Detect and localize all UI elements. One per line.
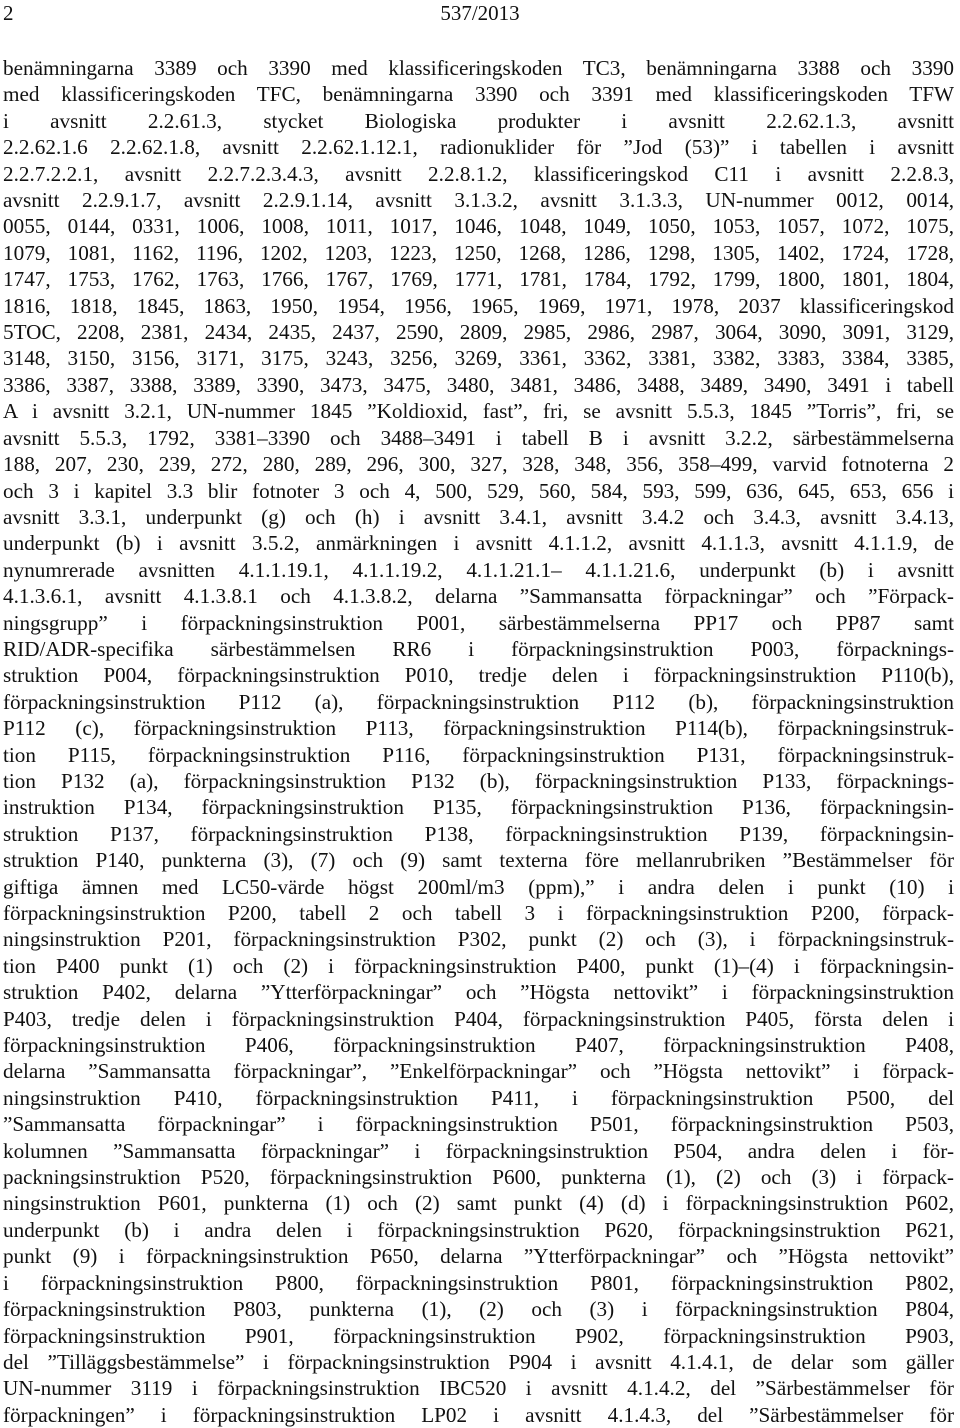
text-line: 0055, 0144, 0331, 1006, 1008, 1011, 1017, 1046, 1048, 1049, 1050, 1053, 1057, 1072, 1075, <box>3 214 954 239</box>
text-line: ningsinstruktion P201, förpackningsinstruktion P302, punkt (2) och (3), i förpackningsinstruk- <box>3 927 954 952</box>
text-line: 188, 207, 230, 239, 272, 280, 289, 296, 300, 327, 328, 348, 356, 358–499, varvid fotnoterna 2 <box>3 452 954 477</box>
text-line: instruktion P134, förpackningsinstruktion P135, förpackningsinstruktion P136, förpackningsin- <box>3 795 954 820</box>
text-line: ningsinstruktion P410, förpackningsinstruktion P411, i förpackningsinstruktion P500, del <box>3 1085 954 1110</box>
text-line: med klassificeringskoden TFC, benämningarna 3390 och 3391 med klassificeringskoden TFW <box>3 82 954 107</box>
text-line: förpackningen” i förpackningsinstruktion LP02 i avsnitt 4.1.4.3, del ”Särbestämmelser för <box>3 1402 954 1427</box>
text-line: i avsnitt 2.2.61.3, stycket Biologiska produkter i avsnitt 2.2.62.1.3, avsnitt <box>3 108 954 133</box>
text-line: 3386, 3387, 3388, 3389, 3390, 3473, 3475, 3480, 3481, 3486, 3488, 3489, 3490, 3491 i tabell <box>3 372 954 397</box>
text-line: förpackningsinstruktion P803, punkterna (1), (2) och (3) i förpackningsinstruktion P804, <box>3 1297 954 1322</box>
text-line: giftiga ämnen med LC50-värde högst 200ml/m3 (ppm),” i andra delen i punkt (10) i <box>3 874 954 899</box>
text-line: förpackningsinstruktion P112 (a), förpackningsinstruktion P112 (b), förpackningsinstruktion <box>3 689 954 714</box>
text-line: 2.2.7.2.2.1, avsnitt 2.2.7.2.3.4.3, avsnitt 2.2.8.1.2, klassificeringskod C11 i avsnitt 2.2.8.3, <box>3 161 954 186</box>
text-line: punkt (9) i förpackningsinstruktion P650, delarna ”Ytterförpackningar” och ”Högsta nettovikt” <box>3 1244 954 1269</box>
text-line: struktion P140, punkterna (3), (7) och (9) samt texterna före mellanrubriken ”Bestämmelser för <box>3 848 954 873</box>
page-header <box>0 0 960 34</box>
text-line: ningsgrupp” i förpackningsinstruktion P001, särbestämmelserna PP17 och PP87 samt <box>3 610 954 635</box>
text-line: kolumnen ”Sammansatta förpackningar” i förpackningsinstruktion P504, andra delen i för- <box>3 1138 954 1163</box>
text-line: benämningarna 3389 och 3390 med klassificeringskoden TC3, benämningarna 3388 och 3390 <box>3 56 954 80</box>
text-line: avsnitt 5.5.3, 1792, 3381–3390 och 3488–3491 i tabell B i avsnitt 3.2.2, särbestämmelserna <box>3 425 954 450</box>
text-line: 2.2.62.1.6 2.2.62.1.8, avsnitt 2.2.62.1.12.1, radionuklider för ”Jod (53)” i tabellen i avsnitt <box>3 135 954 160</box>
text-line: del ”Tilläggsbestämmelse” i förpackningsinstruktion P904 i avsnitt 4.1.4.1, de delar som gäller <box>3 1349 954 1374</box>
text-line: 3148, 3150, 3156, 3171, 3175, 3243, 3256, 3269, 3361, 3362, 3381, 3382, 3383, 3384, 3385, <box>3 346 954 371</box>
text-line: struktion P004, förpackningsinstruktion P010, tredje delen i förpackningsinstruktion P110(b), <box>3 663 954 688</box>
text-line: P403, tredje delen i förpackningsinstruktion P404, förpackningsinstruktion P405, första delen i <box>3 1006 954 1031</box>
text-line: P112 (c), förpackningsinstruktion P113, förpackningsinstruktion P114(b), förpackningsinstruk- <box>3 716 954 741</box>
text-line: struktion P137, förpackningsinstruktion P138, förpackningsinstruktion P139, förpackningsin- <box>3 821 954 846</box>
text-line: och 3 i kapitel 3.3 blir fotnoter 3 och 4, 500, 529, 560, 584, 593, 599, 636, 645, 653, 656 i <box>3 478 954 503</box>
text-line: A i avsnitt 3.2.1, UN-nummer 1845 ”Koldioxid, fast”, fri, se avsnitt 5.5.3, 1845 ”Torris”, fri, se <box>3 399 954 424</box>
text-line: ”Sammansatta förpackningar” i förpackningsinstruktion P501, förpackningsinstruktion P503, <box>3 1112 954 1137</box>
text-line: underpunkt (b) i avsnitt 3.5.2, anmärkningen i avsnitt 4.1.1.2, avsnitt 4.1.1.3, avsnitt 4.1.1.9, de <box>3 531 954 556</box>
document-reference: 537/2013 <box>440 1 520 25</box>
text-line: förpackningsinstruktion P200, tabell 2 och tabell 3 i förpackningsinstruktion P200, förpack- <box>3 901 954 925</box>
text-line: ningsinstruktion P601, punkterna (1) och (2) samt punkt (4) (d) i förpackningsinstruktion P602, <box>3 1191 954 1216</box>
text-line: tion P115, förpackningsinstruktion P116, förpackningsinstruktion P131, förpackningsinstruk- <box>3 742 954 767</box>
text-line: underpunkt (b) i andra delen i förpackningsinstruktion P620, förpackningsinstruktion P621, <box>3 1217 954 1242</box>
text-line: packningsinstruktion P520, förpackningsinstruktion P600, punkterna (1), (2) och (3) i förpack- <box>3 1165 954 1190</box>
body-paragraph <box>3 55 954 1428</box>
text-line: struktion P402, delarna ”Ytterförpackningar” och ”Högsta nettovikt” i förpackningsinstruktion <box>3 980 954 1005</box>
text-line: förpackningsinstruktion P901, förpackningsinstruktion P902, förpackningsinstruktion P903, <box>3 1323 954 1348</box>
text-line: 1747, 1753, 1762, 1763, 1766, 1767, 1769, 1771, 1781, 1784, 1792, 1799, 1800, 1801, 1804, <box>3 267 954 292</box>
text-line: tion P132 (a), förpackningsinstruktion P132 (b), förpackningsinstruktion P133, förpacknings- <box>3 768 954 793</box>
text-line: UN-nummer 3119 i förpackningsinstruktion IBC520 i avsnitt 4.1.4.2, del ”Särbestämmelser för <box>3 1376 954 1401</box>
text-line: 5TOC, 2208, 2381, 2434, 2435, 2437, 2590, 2809, 2985, 2986, 2987, 3064, 3090, 3091, 3129, <box>3 320 954 345</box>
text-line: 1079, 1081, 1162, 1196, 1202, 1203, 1223, 1250, 1268, 1286, 1298, 1305, 1402, 1724, 1728, <box>3 240 954 265</box>
text-line: 1816, 1818, 1845, 1863, 1950, 1954, 1956, 1965, 1969, 1971, 1978, 2037 klassificeringskod <box>3 293 954 318</box>
page-number: 2 <box>3 1 14 25</box>
text-line: delarna ”Sammansatta förpackningar”, ”Enkelförpackningar” och ”Högsta nettovikt” i förpack- <box>3 1059 954 1084</box>
text-line: i förpackningsinstruktion P800, förpackningsinstruktion P801, förpackningsinstruktion P802, <box>3 1270 954 1295</box>
text-line: avsnitt 3.3.1, underpunkt (g) och (h) i avsnitt 3.4.1, avsnitt 3.4.2 och 3.4.3, avsnitt 3.4.13, <box>3 504 954 529</box>
text-line: 4.1.3.6.1, avsnitt 4.1.3.8.1 och 4.1.3.8.2, delarna ”Sammansatta förpackningar” och ”Förpack- <box>3 584 954 609</box>
text-line: avsnitt 2.2.9.1.7, avsnitt 2.2.9.1.14, avsnitt 3.1.3.2, avsnitt 3.1.3.3, UN-nummer 0012, 0014, <box>3 188 954 213</box>
text-line: nynumrerade avsnitten 4.1.1.19.1, 4.1.1.19.2, 4.1.1.21.1– 4.1.1.21.6, underpunkt (b) i avsnitt <box>3 557 954 582</box>
text-line: RID/ADR-specifika särbestämmelsen RR6 i förpackningsinstruktion P003, förpacknings- <box>3 636 954 661</box>
text-line: tion P400 punkt (1) och (2) i förpackningsinstruktion P400, punkt (1)–(4) i förpackningsin- <box>3 953 954 978</box>
text-line: förpackningsinstruktion P406, förpackningsinstruktion P407, förpackningsinstruktion P408, <box>3 1033 954 1058</box>
